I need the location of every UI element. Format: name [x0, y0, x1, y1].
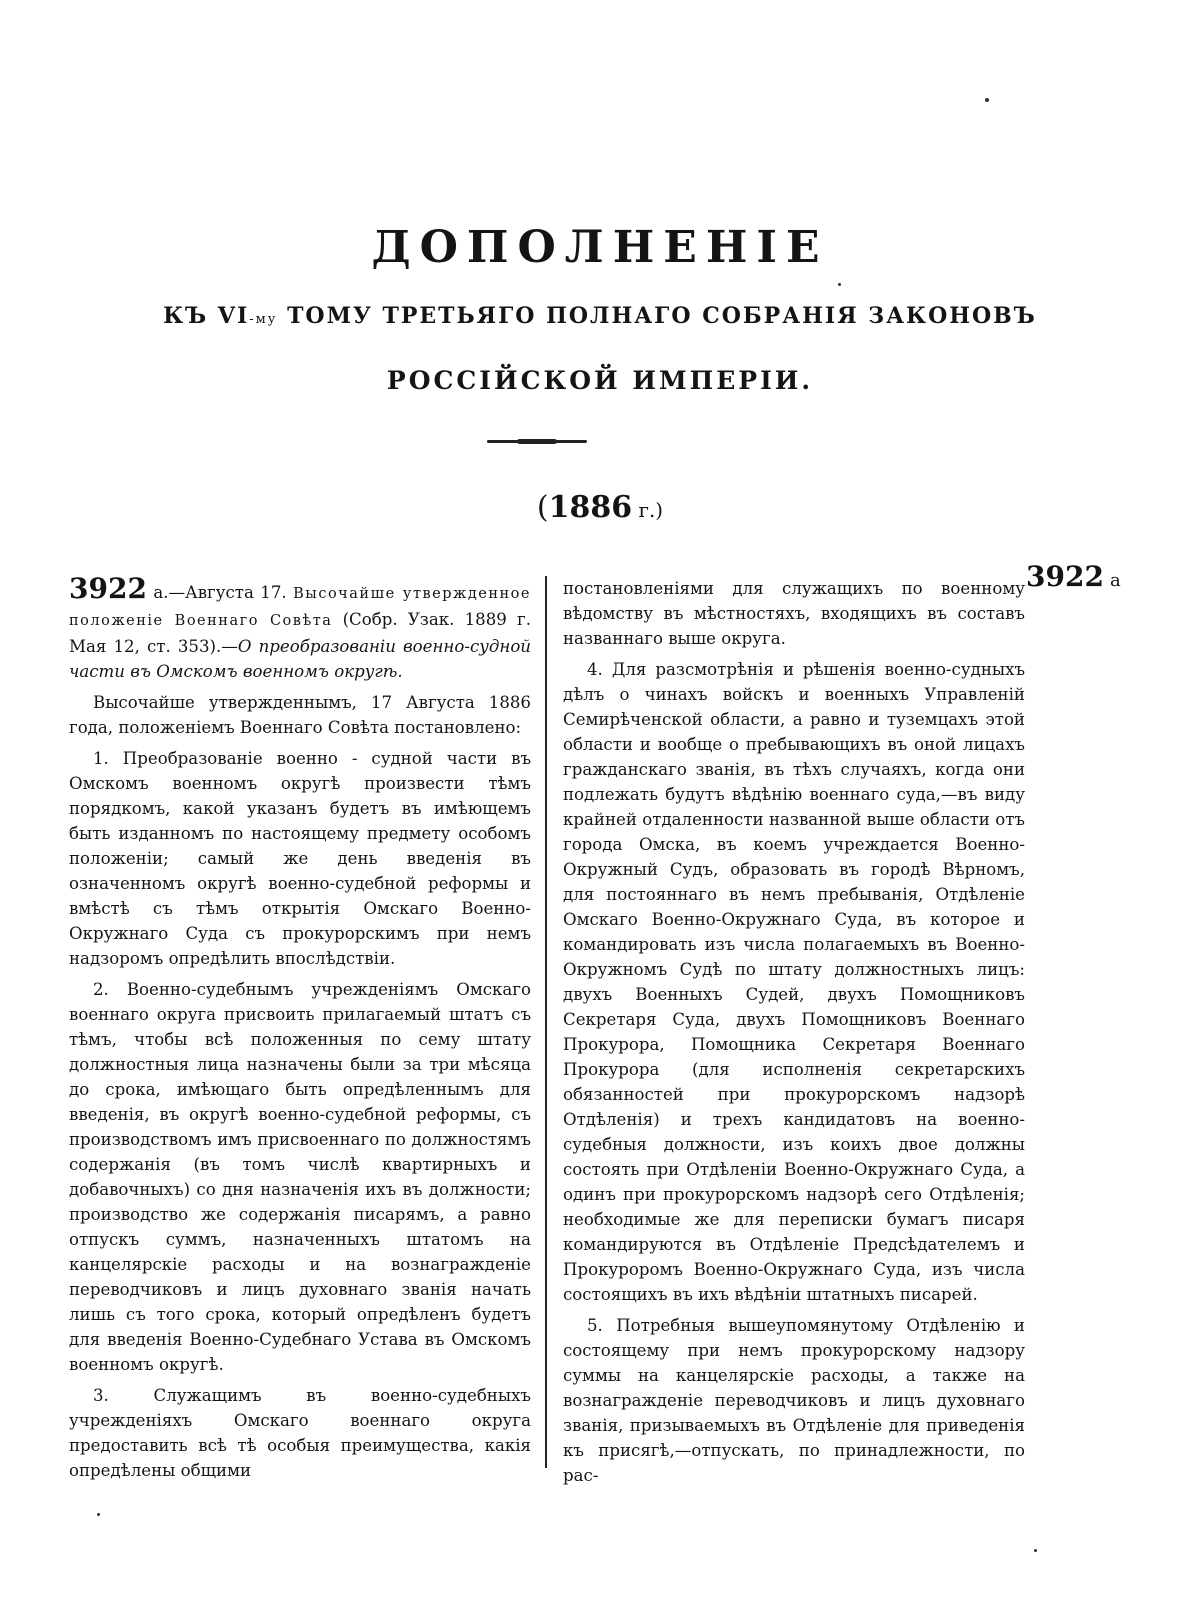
left-column — [69, 572, 531, 1489]
speck — [985, 98, 989, 102]
document-subtitle — [0, 303, 1200, 329]
paragraph-1: 1. Преобразованіе военно - судной части въ Омскомъ военномъ округѣ произвести тѣмъ порядкомъ, какой указанъ будетъ въ имѣющемъ быть изданномъ по настоящему предмету особомъ положеніи; самый же день введенія въ означенномъ округѣ военно-судебной реформы и вмѣстѣ съ тѣмъ открытія Омскаго Военно-Окружнаго Суда съ прокурорскимъ при немъ надзоромъ опредѣлить впослѣдствіи. — [69, 749, 531, 968]
paragraph-5: 5. Потребныя вышеупомянутому Отдѣленію и состоящему при немъ прокурорскому надзору суммы на канцелярскіе расходы, а также на вознагражденіе переводчиковъ и лицъ духовнаго званія, призываемыхъ въ Отдѣленіе для приведенія къ присягѣ,—отпускать, по принадлежности, по рас- — [563, 1316, 1025, 1485]
paragraph-3: 3. Служащимъ въ военно-судебныхъ учрежденіяхъ Омскаго военнаго округа предоставить всѣ тѣ особыя преимущества, какія опредѣлены общими — [69, 1386, 531, 1480]
document-title: ДОПОЛНЕНІЕ — [371, 222, 829, 273]
subtitle-pre: КЪ VI — [163, 303, 250, 329]
subtitle-sup: -му — [249, 312, 278, 327]
year-number: 1886 — [548, 490, 633, 525]
document-subtitle-2: РОССІЙСКОЙ ИМПЕРІИ. — [386, 366, 814, 395]
margin-entry-number — [1026, 560, 1121, 593]
entry-intro-italic: О преобразованіи военно-судной части въ Омскомъ военномъ округѣ. — [69, 637, 531, 681]
year-heading — [0, 490, 1200, 525]
paragraph-0: Высочайше утвержденнымъ, 17 Августа 1886 года, положеніемъ Военнаго Совѣта постановлено: — [69, 693, 531, 737]
speck — [97, 1513, 100, 1516]
entry-number: 3922 — [69, 572, 147, 605]
column-divider — [545, 576, 547, 1468]
ornamental-rule — [487, 440, 587, 443]
paragraph-3-continued: постановленіями для служащихъ по военному вѣдомству въ мѣстностяхъ, входящихъ въ составъ названнаго выше округа. — [563, 579, 1025, 648]
subtitle-post: ТОМУ ТРЕТЬЯГО ПОЛНАГО СОБРАНІЯ ЗАКОНОВЪ — [277, 303, 1037, 329]
year-suffix: г.) — [632, 498, 664, 522]
entry-intro-smallcaps: Высочайше утвержденное положеніе Военнаго Совѣта — [69, 586, 531, 629]
speck — [1034, 1549, 1037, 1552]
margin-letter: а — [1109, 570, 1121, 591]
margin-number: 3922 — [1026, 560, 1104, 593]
paragraph-2: 2. Военно-судебнымъ учрежденіямъ Омскаго военнаго округа присвоить прилагаемый штатъ съ тѣмъ, чтобы всѣ положенныя по сему штату должностныя лица назначены были за три мѣсяца до срока, имѣющаго быть опредѣленнымъ для введенія, въ округѣ военно-судебной реформы, съ производствомъ имъ присвоеннаго по должностямъ содержанія (въ томъ числѣ квартирныхъ и добавочныхъ) со дня назначенія ихъ въ должности; производство же содержанія писарямъ, а равно отпускъ суммъ, назначенныхъ штатомъ на канцелярскіе расходы и на вознагражденіе переводчиковъ и лицъ духовнаго званія начать лишь съ того срока, который опредѣленъ будетъ для введенія Военно-Судебнаго Устава въ Омскомъ военномъ округѣ. — [69, 980, 531, 1374]
entry-intro — [69, 572, 531, 684]
paragraph-4: 4. Для разсмотрѣнія и рѣшенія военно-судныхъ дѣлъ о чинахъ войскъ и военныхъ Управленій Семирѣченской области, а равно и туземцахъ этой области и вообще о пребывающихъ въ оной лицахъ гражданскаго званія, въ тѣхъ случаяхъ, когда они подлежать будутъ вѣдѣнію военнаго суда,—въ виду крайней отдаленности названной выше области отъ города Омска, въ коемъ учреждается Военно-Окружный Судъ, образовать въ городѣ Вѣрномъ, для постояннаго въ немъ пребыванія, Отдѣленіе Омскаго Военно-Окружнаго Суда, въ которое и командировать изъ числа полагаемыхъ въ Военно-Окружномъ Судѣ по штату должностныхъ лицъ: двухъ Военныхъ Судей, двухъ Помощниковъ Секретаря Суда, двухъ Помощниковъ Военнаго Прокурора, Помощника Секретаря Военнаго Прокурора (для исполненія секретарскихъ обязанностей при прокурорскомъ надзорѣ Отдѣленія) и трехъ кандидатовъ на военно-судебныя должности, изъ коихъ двое должны состоять при Отдѣленіи Военно-Окружнаго Суда, а одинъ при прокурорскомъ надзорѣ сего Отдѣленія; необходимые же для переписки бумагъ писаря командируются въ Отдѣленіе Предсѣдателемъ и Прокуроромъ Военно-Окружнаго Суда, изъ числа состоящихъ въ ихъ вѣдѣніи штатныхъ писарей. — [563, 660, 1025, 1304]
speck — [838, 283, 841, 286]
entry-intro-source: (Собр. Узак. 1889 г. Мая 12, ст. 353).— — [69, 610, 531, 656]
year-open: ( — [536, 490, 549, 525]
entry-intro-date: а.—Августа 17. — [146, 583, 294, 602]
right-column — [563, 576, 1025, 1494]
